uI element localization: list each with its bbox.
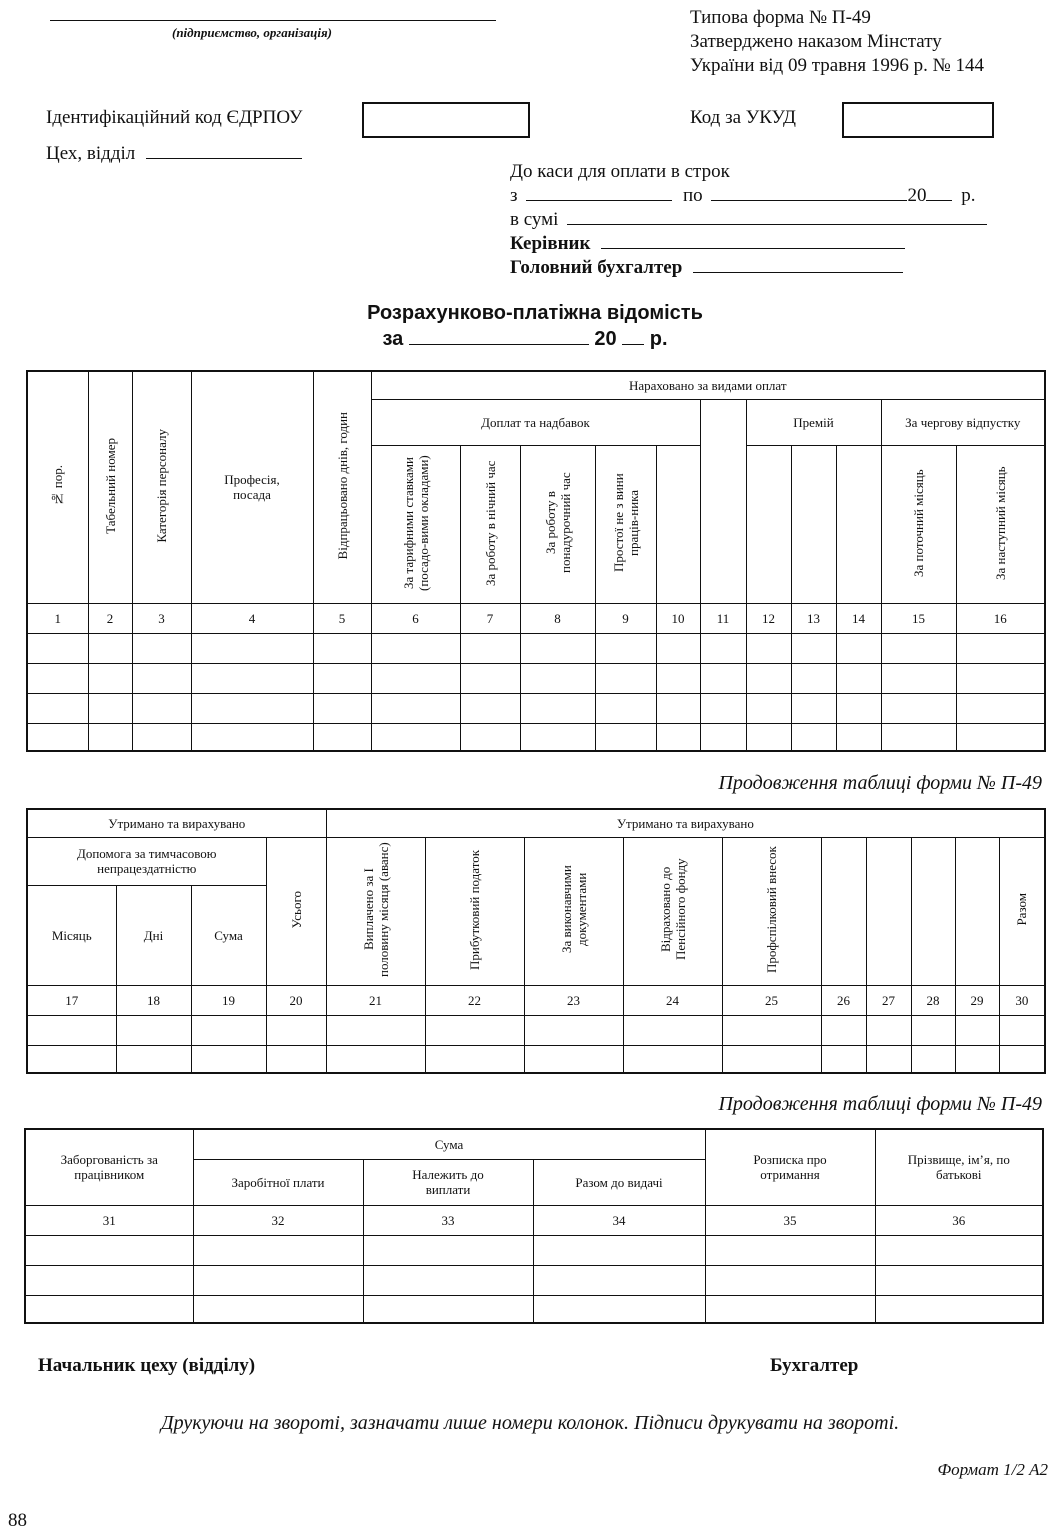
- cash-label: До каси для оплати в строк: [510, 161, 730, 182]
- col-profession-header: Професія, посада: [191, 371, 313, 603]
- table-cell[interactable]: [595, 693, 656, 723]
- chief-acc-label: Головний бухгалтер: [510, 257, 683, 278]
- table1-number-row: [27, 603, 1045, 633]
- table-cell[interactable]: [313, 693, 371, 723]
- table-cell[interactable]: [363, 1235, 533, 1265]
- table-cell[interactable]: [524, 1045, 623, 1073]
- table-cell[interactable]: [866, 1045, 911, 1073]
- group-vacation-header: За чергову відпустку: [881, 399, 1045, 445]
- title-period-field[interactable]: [409, 344, 589, 345]
- form-line2: Затверджено наказом Мінстату: [690, 31, 942, 52]
- year-suffix: р.: [961, 185, 976, 206]
- table-cell[interactable]: [875, 1265, 1043, 1295]
- group-withheld-right-header: Утримано та вирахувано: [326, 809, 1045, 837]
- year-label: 20: [907, 185, 927, 206]
- table-cell[interactable]: [425, 1045, 524, 1073]
- table-cell[interactable]: [722, 1045, 821, 1073]
- table-row[interactable]: [27, 723, 1045, 751]
- title-prefix: за: [382, 328, 404, 350]
- col-number: 23: [524, 985, 623, 1015]
- group-accrued-header: Нараховано за видами оплат: [371, 371, 1045, 399]
- table-row[interactable]: [25, 1265, 1043, 1295]
- director-row: [510, 232, 987, 256]
- sum-field[interactable]: [567, 224, 987, 225]
- table-cell[interactable]: [116, 1045, 191, 1073]
- col-advance-header: Виплачено за I половину місяця (аванс): [326, 837, 425, 985]
- col-number: 26: [821, 985, 866, 1015]
- col-number: 4: [191, 603, 313, 633]
- table-cell[interactable]: [722, 1015, 821, 1045]
- table-cell[interactable]: [533, 1265, 705, 1295]
- col26-header: [821, 837, 866, 985]
- col-number: 10: [656, 603, 700, 633]
- form-line3: України від 09 травня 1996 р. № 144: [690, 55, 984, 76]
- table-cell[interactable]: [836, 693, 881, 723]
- table-cell[interactable]: [999, 1015, 1045, 1045]
- table-cell[interactable]: [191, 663, 313, 693]
- group-doplat-header: Доплат та надбавок: [371, 399, 700, 445]
- col-to-issue-header: Разом до видачі: [533, 1159, 705, 1205]
- sum-row: [510, 208, 987, 232]
- col-number: 15: [881, 603, 956, 633]
- printing-note: Друкуючи на звороті, зазначати лише номери колонок. Підписи друкувати на звороті.: [160, 1412, 900, 1434]
- table-cell[interactable]: [371, 723, 460, 751]
- table-row[interactable]: [25, 1295, 1043, 1323]
- col-number: 33: [363, 1205, 533, 1235]
- table-cell[interactable]: [191, 1015, 266, 1045]
- table-cell[interactable]: [88, 723, 132, 751]
- table-cell[interactable]: [656, 633, 700, 663]
- continuation-note-1: Продовження таблиці форми № П-49: [718, 772, 1042, 794]
- table-cell[interactable]: [911, 1045, 955, 1073]
- col28-header: [911, 837, 955, 985]
- table-cell[interactable]: [700, 693, 746, 723]
- table-cell[interactable]: [326, 1045, 425, 1073]
- col-number: 17: [27, 985, 116, 1015]
- table-cell[interactable]: [266, 1045, 326, 1073]
- table2-number-row: [27, 985, 1045, 1015]
- col-next-month-header: За наступний місяць: [956, 445, 1045, 603]
- col-number: 16: [956, 603, 1045, 633]
- table-cell[interactable]: [881, 663, 956, 693]
- table-row[interactable]: [25, 1235, 1043, 1265]
- table-cell[interactable]: [623, 1045, 722, 1073]
- col-number: 8: [520, 603, 595, 633]
- table-cell[interactable]: [132, 693, 191, 723]
- to-field[interactable]: [711, 200, 907, 201]
- table-cell[interactable]: [656, 663, 700, 693]
- col11-header: [700, 399, 746, 603]
- table-cell[interactable]: [746, 663, 791, 693]
- table-cell[interactable]: [313, 633, 371, 663]
- col-debt-header: Заборгованість за працівником: [25, 1129, 193, 1205]
- continuation-note-2: Продовження таблиці форми № П-49: [718, 1093, 1042, 1115]
- col-tariff-header: За тарифними ставками (посадо-вими окладами): [371, 445, 460, 603]
- table-cell[interactable]: [791, 633, 836, 663]
- table-cell[interactable]: [88, 633, 132, 663]
- table-cell[interactable]: [700, 663, 746, 693]
- table-cell[interactable]: [791, 693, 836, 723]
- edrpou-field[interactable]: [362, 102, 530, 138]
- col-total-header: Усього: [266, 837, 326, 985]
- director-label: Керівник: [510, 233, 591, 254]
- title-line1: Розрахунково-платіжна відомість: [367, 302, 703, 324]
- table-cell[interactable]: [656, 693, 700, 723]
- group-premii-header: Премій: [746, 399, 881, 445]
- table-cell[interactable]: [595, 633, 656, 663]
- col-tab-number-header: Табельний номер: [88, 371, 132, 603]
- from-field[interactable]: [526, 200, 672, 201]
- table-cell[interactable]: [116, 1015, 191, 1045]
- table-cell[interactable]: [191, 693, 313, 723]
- col-month-header: Місяць: [27, 885, 116, 985]
- table-cell[interactable]: [27, 1015, 116, 1045]
- table-cell[interactable]: [875, 1295, 1043, 1323]
- table-cell[interactable]: [656, 723, 700, 751]
- ukud-label: Код за УКУД: [690, 107, 797, 128]
- col13-header: [791, 445, 836, 603]
- col10-header: [656, 445, 700, 603]
- table-cell[interactable]: [460, 633, 520, 663]
- col-category-header: Категорія персоналу: [132, 371, 191, 603]
- table-cell[interactable]: [623, 1015, 722, 1045]
- table-cell[interactable]: [836, 633, 881, 663]
- col-overtime-header: За роботу в понадурочний час: [520, 445, 595, 603]
- table-cell[interactable]: [956, 723, 1045, 751]
- col-number: 35: [705, 1205, 875, 1235]
- table-cell[interactable]: [191, 633, 313, 663]
- page-number: 88: [8, 1510, 27, 1531]
- col-number: 24: [623, 985, 722, 1015]
- table-cell[interactable]: [955, 1015, 999, 1045]
- table-cell[interactable]: [27, 693, 88, 723]
- table-cell[interactable]: [25, 1265, 193, 1295]
- dept-field[interactable]: [146, 158, 302, 159]
- year-field[interactable]: [926, 200, 952, 201]
- table-cell[interactable]: [595, 663, 656, 693]
- table-cell[interactable]: [371, 663, 460, 693]
- col-number: 29: [955, 985, 999, 1015]
- table-cell[interactable]: [27, 663, 88, 693]
- title-year-field[interactable]: [622, 344, 644, 345]
- table-cell[interactable]: [595, 723, 656, 751]
- table-cell[interactable]: [999, 1045, 1045, 1073]
- col-days-header: Дні: [116, 885, 191, 985]
- table-cell[interactable]: [705, 1265, 875, 1295]
- table-cell[interactable]: [533, 1295, 705, 1323]
- table-cell[interactable]: [371, 633, 460, 663]
- table-cell[interactable]: [956, 663, 1045, 693]
- table-cell[interactable]: [821, 1015, 866, 1045]
- table-row[interactable]: [27, 633, 1045, 663]
- col-number: 19: [191, 985, 266, 1015]
- table-cell[interactable]: [191, 1045, 266, 1073]
- col-number: 6: [371, 603, 460, 633]
- table-cell[interactable]: [791, 723, 836, 751]
- director-field[interactable]: [601, 248, 905, 249]
- table-cell[interactable]: [746, 693, 791, 723]
- title-line2: [0, 326, 1060, 352]
- col27-header: [866, 837, 911, 985]
- col-salary-header: Заробітної плати: [193, 1159, 363, 1205]
- title-year: 20: [594, 328, 617, 350]
- table-cell[interactable]: [88, 663, 132, 693]
- cash-block: [510, 160, 987, 280]
- table-cell[interactable]: [313, 663, 371, 693]
- table-cell[interactable]: [132, 663, 191, 693]
- table-cell[interactable]: [524, 1015, 623, 1045]
- form-line1: Типова форма № П-49: [690, 7, 871, 28]
- table-cell[interactable]: [193, 1295, 363, 1323]
- sum-label: в сумі: [510, 209, 559, 230]
- col-union-fee-header: Профспілковий внесок: [722, 837, 821, 985]
- edrpou-label: Ідентифікаційний код ЄДРПОУ: [46, 107, 303, 128]
- col-number: 14: [836, 603, 881, 633]
- title-suffix: р.: [649, 328, 668, 350]
- dept-row: [46, 142, 302, 166]
- col-number: 34: [533, 1205, 705, 1235]
- table-row[interactable]: [27, 693, 1045, 723]
- col-order-header: № пор.: [27, 371, 88, 603]
- col-number: 36: [875, 1205, 1043, 1235]
- chief-acc-row: [510, 256, 987, 280]
- format-label: Формат 1/2 А2: [937, 1460, 1048, 1479]
- table-cell[interactable]: [25, 1295, 193, 1323]
- group-withheld-left-header: Утримано та вирахувано: [27, 809, 326, 837]
- col-number: 27: [866, 985, 911, 1015]
- table-cell[interactable]: [25, 1235, 193, 1265]
- col-income-tax-header: Прибутковий податок: [425, 837, 524, 985]
- table-cell[interactable]: [956, 633, 1045, 663]
- table-cell[interactable]: [520, 663, 595, 693]
- table-row[interactable]: [27, 663, 1045, 693]
- table-cell[interactable]: [27, 1045, 116, 1073]
- table-cell[interactable]: [425, 1015, 524, 1045]
- table-cell[interactable]: [836, 723, 881, 751]
- payout-table: [24, 1128, 1044, 1324]
- table-cell[interactable]: [326, 1015, 425, 1045]
- table-cell[interactable]: [27, 723, 88, 751]
- page-title: [0, 300, 1060, 352]
- table-cell[interactable]: [460, 663, 520, 693]
- col29-header: [955, 837, 999, 985]
- table-cell[interactable]: [132, 633, 191, 663]
- accountant-label: Бухгалтер: [770, 1355, 859, 1376]
- col-number: 11: [700, 603, 746, 633]
- col-night-header: За роботу в нічний час: [460, 445, 520, 603]
- group-sick-header: Допомога за тимчасовою непрацездатністю: [27, 837, 266, 885]
- col-number: 32: [193, 1205, 363, 1235]
- deductions-table: [26, 808, 1046, 1074]
- table3-number-row: [25, 1205, 1043, 1235]
- table-cell[interactable]: [266, 1015, 326, 1045]
- table-cell[interactable]: [791, 663, 836, 693]
- table-cell[interactable]: [88, 693, 132, 723]
- from-label: з: [510, 185, 518, 206]
- col-number: 21: [326, 985, 425, 1015]
- table-cell[interactable]: [460, 693, 520, 723]
- ukud-field[interactable]: [842, 102, 994, 138]
- table-cell[interactable]: [956, 693, 1045, 723]
- table-cell[interactable]: [191, 723, 313, 751]
- table-cell[interactable]: [821, 1045, 866, 1073]
- col-pension-fund-header: Відраховано до Пенсійного фонду: [623, 837, 722, 985]
- table-cell[interactable]: [520, 693, 595, 723]
- table-cell[interactable]: [955, 1045, 999, 1073]
- table-cell[interactable]: [746, 723, 791, 751]
- table-cell[interactable]: [193, 1235, 363, 1265]
- table-cell[interactable]: [881, 633, 956, 663]
- table-cell[interactable]: [866, 1015, 911, 1045]
- col-number: 31: [25, 1205, 193, 1235]
- table-cell[interactable]: [371, 693, 460, 723]
- table-cell[interactable]: [911, 1015, 955, 1045]
- col-receipt-header: Розписка про отримання: [705, 1129, 875, 1205]
- dept-label: Цех, відділ: [46, 143, 136, 164]
- col-number: 9: [595, 603, 656, 633]
- table-cell[interactable]: [520, 723, 595, 751]
- col-number: 1: [27, 603, 88, 633]
- col-number: 5: [313, 603, 371, 633]
- to-label: по: [683, 185, 703, 206]
- period-row: [510, 184, 987, 208]
- form-info: [690, 6, 984, 78]
- table-cell[interactable]: [132, 723, 191, 751]
- col-number: 7: [460, 603, 520, 633]
- col-number: 13: [791, 603, 836, 633]
- table-cell[interactable]: [363, 1295, 533, 1323]
- col14-header: [836, 445, 881, 603]
- chief-acc-field[interactable]: [693, 272, 903, 273]
- table-row[interactable]: [27, 1045, 1045, 1073]
- col-current-month-header: За поточний місяць: [881, 445, 956, 603]
- col-due-header: Належить до виплати: [363, 1159, 533, 1205]
- col-number: 20: [266, 985, 326, 1015]
- head-of-dept-label: Начальник цеху (відділу): [38, 1355, 256, 1376]
- table-cell[interactable]: [881, 693, 956, 723]
- table-cell[interactable]: [533, 1235, 705, 1265]
- table-cell[interactable]: [875, 1235, 1043, 1265]
- table-cell[interactable]: [881, 723, 956, 751]
- org-line: [50, 20, 496, 21]
- col-executive-docs-header: За виконавчими документами: [524, 837, 623, 985]
- col-amount-header: Сума: [191, 885, 266, 985]
- table-cell[interactable]: [193, 1265, 363, 1295]
- table-cell[interactable]: [705, 1235, 875, 1265]
- col-number: 30: [999, 985, 1045, 1015]
- col-sum-header: Разом: [999, 837, 1045, 985]
- table-cell[interactable]: [700, 633, 746, 663]
- col-number: 18: [116, 985, 191, 1015]
- col-downtime-header: Простої не з вини праців-ника: [595, 445, 656, 603]
- table-cell[interactable]: [836, 663, 881, 693]
- col-fullname-header: Прізвище, ім’я, по батькові: [875, 1129, 1043, 1205]
- col-number: 22: [425, 985, 524, 1015]
- table-cell[interactable]: [705, 1295, 875, 1323]
- col12-header: [746, 445, 791, 603]
- table-cell[interactable]: [313, 723, 371, 751]
- table-cell[interactable]: [27, 633, 88, 663]
- accrual-table: [26, 370, 1046, 752]
- col-number: 12: [746, 603, 791, 633]
- col-number: 28: [911, 985, 955, 1015]
- table-cell[interactable]: [460, 723, 520, 751]
- table-cell[interactable]: [700, 723, 746, 751]
- org-caption: (підприємство, організація): [172, 25, 332, 40]
- table-row[interactable]: [27, 1015, 1045, 1045]
- table-cell[interactable]: [363, 1265, 533, 1295]
- table-cell[interactable]: [520, 633, 595, 663]
- col-number: 2: [88, 603, 132, 633]
- col-worked-header: Відпрацьовано днів, годин: [313, 371, 371, 603]
- table-cell[interactable]: [746, 633, 791, 663]
- col-number: 3: [132, 603, 191, 633]
- group-sum-header: Сума: [193, 1129, 705, 1159]
- col-number: 25: [722, 985, 821, 1015]
